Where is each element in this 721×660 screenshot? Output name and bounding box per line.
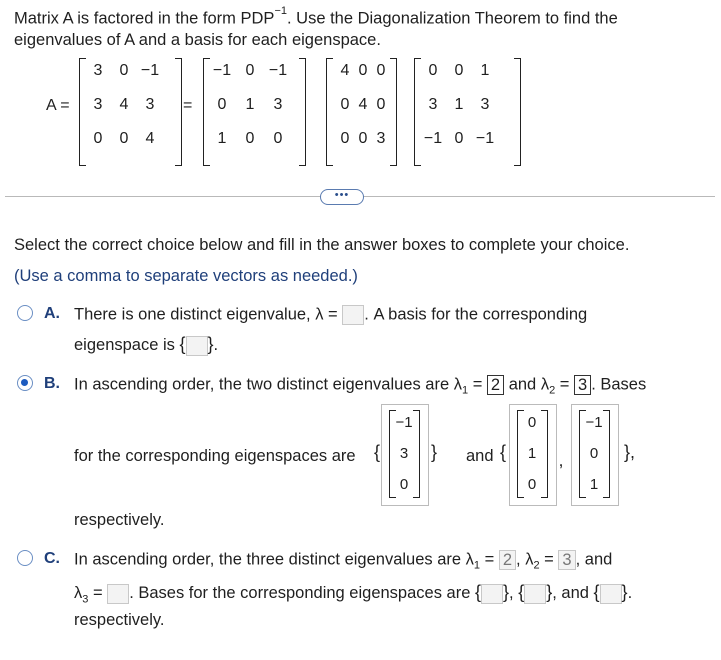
matrix-p-left-bracket	[203, 58, 210, 166]
matrix-d-cell: 0	[340, 96, 350, 113]
matrix-pinv-cell: 0	[428, 62, 438, 79]
option-c-basis1-input[interactable]	[481, 584, 503, 604]
expand-button[interactable]: •••	[320, 189, 364, 205]
equals-sign: =	[183, 97, 193, 114]
instructions-line1: Select the correct choice below and fill in the answer boxes to complete your choice.	[14, 236, 630, 254]
option-c-line1: In ascending order, the three distinct eigenvalues are $\lambda_1 = 2$ , $\lambda_2 = 3$ , and	[74, 550, 613, 572]
matrix-pinv-cell: 1	[454, 96, 464, 113]
option-b-brace-open-2: {	[500, 442, 507, 462]
matrix-a-cell: 4	[145, 130, 155, 147]
option-a-label: A.	[44, 305, 60, 322]
matrix-pinv-left-bracket	[414, 58, 421, 166]
option-b-brace-close-1: }	[431, 442, 438, 462]
matrix-d-left-bracket	[326, 58, 333, 166]
matrix-pinv-right-bracket	[514, 58, 521, 166]
matrix-p-cell: 0	[245, 130, 255, 147]
matrix-a-right-bracket	[175, 58, 182, 166]
matrix-d-cell: 0	[376, 62, 386, 79]
matrix-pinv-cell: 3	[428, 96, 438, 113]
option-b-vector-2-entry: 0	[527, 476, 537, 493]
option-b-lambda2-answer[interactable]: 3	[574, 375, 591, 395]
option-c-respectively: respectively.	[74, 611, 165, 629]
option-b-for-text: for the corresponding eigenspaces are	[74, 447, 356, 465]
question-text: Matrix A is factored in the form $PDP^{-1}$. Use the Diagonalization Theorem to find the eigenvalues of A and a basis for each eigenspace.	[14, 5, 618, 49]
option-a-basis-input[interactable]	[186, 336, 208, 356]
matrix-pinv-cell: 0	[454, 130, 464, 147]
matrix-d-cell: 0	[376, 96, 386, 113]
radio-option-c[interactable]	[17, 550, 33, 566]
matrix-a-cell: 0	[119, 62, 129, 79]
matrix-pinv-cell: 0	[454, 62, 464, 79]
matrix-a-cell: 3	[145, 96, 155, 113]
matrix-p-right-bracket	[299, 58, 306, 166]
option-b-vector-3-entry: 0	[589, 445, 599, 462]
option-b-line1: In ascending order, the two distinct eigenvalues are $\lambda_1 = 2$ and $\lambda_2 = 3$ . Bases	[74, 375, 647, 397]
option-a-line2: eigenspace is { }.	[74, 334, 219, 354]
option-b-vector-1-entry: −1	[395, 414, 413, 431]
matrix-a-cell: 3	[93, 62, 103, 79]
matrix-a-cell: −1	[140, 62, 160, 79]
matrix-p-cell: 0	[273, 130, 283, 147]
matrix-p-cell: −1	[212, 62, 232, 79]
radio-option-a[interactable]	[17, 305, 33, 321]
matrix-d-cell: 4	[340, 62, 350, 79]
matrix-d-cell: 0	[358, 130, 368, 147]
option-b-vector-2-entry: 1	[527, 445, 537, 462]
matrix-a-left-bracket	[79, 58, 86, 166]
matrix-pinv-cell: −1	[475, 130, 495, 147]
matrix-p-cell: −1	[268, 62, 288, 79]
matrix-p-cell: 0	[245, 62, 255, 79]
option-a-line1: There is one distinct eigenvalue, λ = . A basis for the corresponding	[74, 305, 588, 324]
matrix-d-cell: 0	[358, 62, 368, 79]
option-b-label: B.	[44, 375, 60, 392]
option-b-brace-open-1: {	[374, 442, 381, 462]
option-b-and: and	[466, 447, 494, 465]
option-b-brace-comma: ‚	[559, 450, 563, 470]
matrix-a-cell: 0	[119, 130, 129, 147]
option-c-lambda2-answer[interactable]: 3	[558, 550, 575, 570]
option-c-basis3-input[interactable]	[600, 584, 622, 604]
matrix-p-cell: 3	[273, 96, 283, 113]
option-b-lambda1-answer[interactable]: 2	[487, 375, 504, 395]
option-b-respectively: respectively.	[74, 511, 165, 529]
matrix-d-cell: 3	[376, 130, 386, 147]
matrix-pinv-cell: 1	[480, 62, 490, 79]
a-label: A =	[46, 97, 70, 114]
option-c-label: C.	[44, 550, 60, 567]
instructions-line2: (Use a comma to separate vectors as needed.)	[14, 267, 358, 285]
matrix-p-cell: 1	[217, 130, 227, 147]
matrix-a-cell: 0	[93, 130, 103, 147]
matrix-p-cell: 0	[217, 96, 227, 113]
option-a-eigenvalue-input[interactable]	[342, 305, 364, 325]
matrix-pinv-cell: 3	[480, 96, 490, 113]
matrix-a-cell: 3	[93, 96, 103, 113]
option-c-lambda1-answer[interactable]: 2	[499, 550, 516, 570]
matrix-d-cell: 0	[340, 130, 350, 147]
matrix-a-cell: 4	[119, 96, 129, 113]
option-c-line2: $\lambda_3$ = . Bases for the corresponding eigenspaces are { }, { }, and { }.	[74, 582, 633, 606]
option-b-vector-1-entry: 0	[399, 476, 409, 493]
matrix-d-cell: 4	[358, 96, 368, 113]
option-b-vector-3-entry: 1	[589, 476, 599, 493]
option-b-vector-1-entry: 3	[399, 445, 409, 462]
option-b-vector-2-entry: 0	[527, 414, 537, 431]
option-c-lambda3-input[interactable]	[107, 584, 129, 604]
matrix-p-cell: 1	[245, 96, 255, 113]
radio-option-b[interactable]	[17, 375, 33, 391]
option-b-brace-close-2: },	[624, 442, 636, 462]
option-b-vector-3-entry: −1	[585, 414, 603, 431]
option-c-basis2-input[interactable]	[524, 584, 546, 604]
matrix-pinv-cell: −1	[423, 130, 443, 147]
